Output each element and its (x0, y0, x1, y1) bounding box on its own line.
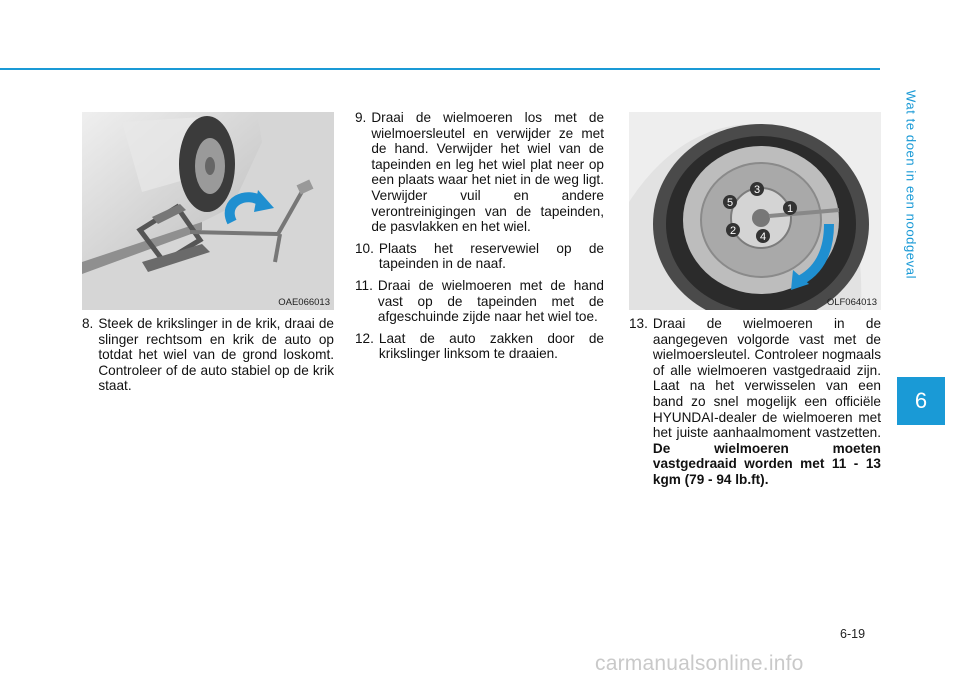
step-13 (629, 316, 881, 488)
torque-warning: De wielmoeren moeten vastgedraaid worden met 11 - 13 kgm (79 - 94 lb.ft). (652, 440, 881, 487)
figure-code: OLF064013 (826, 297, 877, 308)
step-8 (82, 316, 334, 394)
figure-code: OAE066013 (278, 297, 330, 308)
jack-crank-illustration (82, 112, 334, 310)
step-text: Draai de wielmoeren los met de wielmoersleutel en verwijder ze met de hand. Verwijder het wiel van de tapeinden en leg het wiel plat neer op een plaats waar het niet in de weg ligt. Verwijder vuil en andere verontreinigingen van de tapeinden, de pasvlakken en het wiel. (371, 110, 604, 235)
step-12 (355, 331, 604, 362)
step-body: Draai de wielmoeren in de aangegeven volgorde vast met de wielmoersleutel. Controleer nogmaals of alle wielmoeren vastgedraaid zijn. Laat na het verwisselen van een band zo snel mogelijk een officiële HYUNDAI-dealer de wielmoeren met het juiste aanhaalmoment vastzetten. (652, 316, 881, 441)
step-9 (355, 110, 604, 235)
step-text (653, 316, 881, 488)
step-number: 12. (355, 330, 374, 346)
nut-label: 2 (729, 225, 737, 237)
step-number: 9. (355, 110, 367, 125)
step-number: 10. (355, 240, 374, 256)
step-11 (355, 278, 604, 325)
step-text: Plaats het reservewiel op de tapeinden in de naaf. (378, 240, 604, 272)
nut-label: 5 (726, 197, 734, 209)
step-number: 8. (82, 316, 94, 331)
chapter-tab: 6 (897, 377, 945, 425)
figure-jack (82, 112, 334, 310)
page-number: 6-19 (840, 627, 866, 641)
step-text: Laat de auto zakken door de krikslinger linksom te draaien. (378, 330, 604, 362)
watermark: carmanualsonline.info (595, 652, 804, 675)
step-text: Draai de wielmoeren met de hand vast op de tapeinden met de afgeschuinde zijde naar het wiel toe. (377, 277, 604, 325)
column-left (82, 316, 334, 400)
column-middle (355, 110, 604, 368)
step-number: 13. (629, 316, 648, 331)
column-right (629, 316, 881, 494)
header-rule (0, 68, 880, 70)
nut-label: 4 (759, 231, 767, 243)
nut-label: 1 (786, 203, 794, 215)
step-text: Steek de krikslinger in de krik, draai de slinger rechtsom en krik de auto op totdat het wiel van de grond loskomt. Controleer of de auto stabiel op de krik staat. (98, 316, 334, 394)
figure-wheel (629, 112, 881, 310)
step-10 (355, 241, 604, 272)
nut-label: 3 (753, 184, 761, 196)
step-number: 11. (355, 277, 373, 293)
wheel-nut-order-illustration (629, 112, 881, 310)
section-title: Wat te doen in een noodgeval (903, 90, 919, 280)
